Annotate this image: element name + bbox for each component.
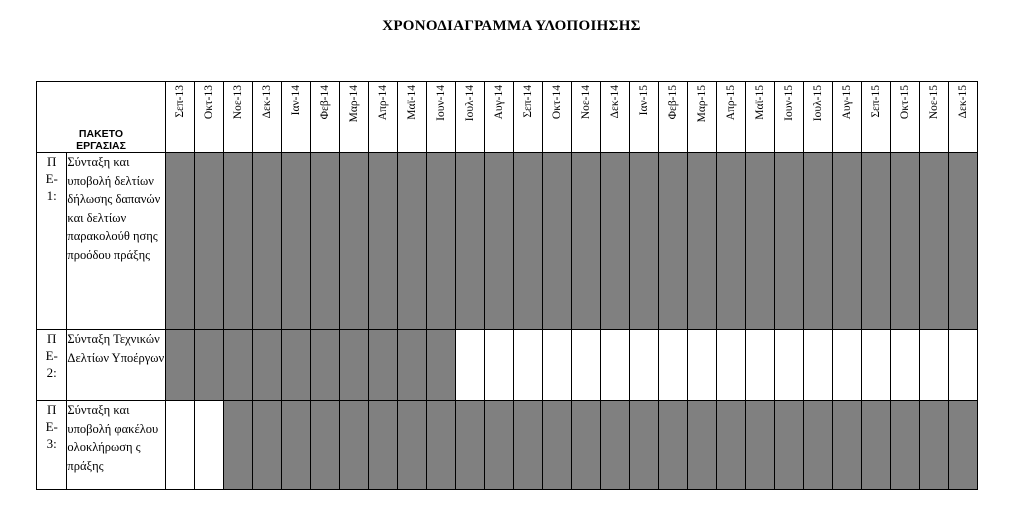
schedule-cell-active — [369, 153, 398, 330]
work-package-row — [37, 401, 978, 490]
month-label: Μαρ-15 — [696, 85, 708, 123]
schedule-cell-inactive — [543, 330, 572, 401]
schedule-cell-active — [688, 153, 717, 330]
schedule-cell-active — [543, 153, 572, 330]
month-label: Μαϊ-15 — [754, 85, 766, 120]
month-header — [485, 82, 514, 153]
month-label: Νοε-13 — [232, 85, 244, 120]
schedule-cell-active — [311, 401, 340, 490]
month-label: Οκτ-15 — [899, 85, 911, 120]
month-label: Ιουν-14 — [435, 85, 447, 121]
month-label: Ιαν-15 — [638, 85, 650, 116]
schedule-cell-active — [369, 401, 398, 490]
work-package-description: Σύνταξη και υποβολή φακέλου ολοκλήρωση ς πράξης — [67, 401, 166, 490]
schedule-cell-active — [688, 401, 717, 490]
schedule-cell-inactive — [572, 330, 601, 401]
schedule-cell-inactive — [920, 330, 949, 401]
schedule-cell-active — [862, 153, 891, 330]
schedule-cell-inactive — [717, 330, 746, 401]
month-header — [775, 82, 804, 153]
schedule-cell-active — [514, 153, 543, 330]
schedule-cell-inactive — [485, 330, 514, 401]
month-header — [514, 82, 543, 153]
work-package-code-line: Ε- — [45, 348, 58, 363]
month-header — [195, 82, 224, 153]
month-header — [804, 82, 833, 153]
schedule-cell-active — [920, 401, 949, 490]
header-row — [37, 82, 978, 153]
month-label: Φεβ-15 — [667, 85, 679, 120]
schedule-cell-active — [746, 153, 775, 330]
schedule-cell-active — [717, 153, 746, 330]
month-label: Νοε-14 — [580, 85, 592, 120]
month-label: Αυγ-15 — [841, 85, 853, 120]
work-package-header-line2: ΕΡΓΑΣΙΑΣ — [76, 140, 126, 152]
schedule-cell-active — [456, 153, 485, 330]
schedule-cell-active — [253, 401, 282, 490]
schedule-cell-inactive — [659, 330, 688, 401]
schedule-cell-active — [746, 401, 775, 490]
month-header — [311, 82, 340, 153]
schedule-cell-active — [398, 401, 427, 490]
month-label: Ιουν-15 — [783, 85, 795, 121]
work-package-code-line: Π — [47, 402, 57, 417]
schedule-cell-active — [891, 401, 920, 490]
schedule-cell-active — [253, 330, 282, 401]
month-header — [688, 82, 717, 153]
month-header — [543, 82, 572, 153]
work-package-row — [37, 153, 978, 330]
month-header — [601, 82, 630, 153]
month-label: Απρ-14 — [377, 85, 389, 121]
schedule-cell-inactive — [195, 401, 224, 490]
schedule-cell-inactive — [775, 330, 804, 401]
month-label: Σεπ-13 — [174, 85, 186, 118]
schedule-cell-active — [949, 401, 978, 490]
month-header — [920, 82, 949, 153]
month-header — [340, 82, 369, 153]
work-package-code — [37, 153, 67, 330]
work-package-code — [37, 401, 67, 490]
schedule-cell-active — [630, 401, 659, 490]
work-package-code-line: 1: — [46, 188, 57, 203]
month-header — [833, 82, 862, 153]
schedule-cell-active — [427, 153, 456, 330]
work-package-header — [37, 82, 166, 153]
schedule-cell-active — [775, 153, 804, 330]
schedule-cell-inactive — [166, 401, 195, 490]
month-label: Νοε-15 — [928, 85, 940, 120]
month-label: Ιαν-14 — [290, 85, 302, 116]
schedule-cell-active — [572, 401, 601, 490]
schedule-cell-inactive — [456, 330, 485, 401]
month-label: Δεκ-13 — [261, 85, 273, 119]
schedule-cell-active — [340, 330, 369, 401]
schedule-cell-active — [833, 401, 862, 490]
schedule-cell-inactive — [862, 330, 891, 401]
work-package-header-line1: ΠΑΚΕΤΟ — [78, 128, 124, 140]
schedule-cell-active — [282, 153, 311, 330]
work-package-code — [37, 330, 67, 401]
schedule-cell-active — [253, 153, 282, 330]
month-label: Οκτ-13 — [203, 85, 215, 120]
schedule-cell-active — [311, 330, 340, 401]
month-header — [253, 82, 282, 153]
schedule-cell-active — [166, 153, 195, 330]
schedule-cell-active — [543, 401, 572, 490]
schedule-cell-active — [601, 153, 630, 330]
schedule-cell-active — [224, 330, 253, 401]
schedule-cell-inactive — [630, 330, 659, 401]
month-header — [427, 82, 456, 153]
schedule-cell-active — [195, 153, 224, 330]
schedule-cell-active — [398, 330, 427, 401]
work-package-code-line: Π — [47, 331, 57, 346]
work-package-code-line: 3: — [46, 436, 57, 451]
month-header — [630, 82, 659, 153]
schedule-cell-active — [224, 401, 253, 490]
schedule-cell-active — [833, 153, 862, 330]
schedule-cell-active — [775, 401, 804, 490]
work-package-code-line: Ε- — [45, 419, 58, 434]
work-package-row — [37, 330, 978, 401]
gantt-table — [36, 81, 978, 490]
schedule-cell-active — [659, 153, 688, 330]
work-package-description: Σύνταξη Τεχνικών Δελτίων Υποέργων — [67, 330, 166, 401]
month-header — [746, 82, 775, 153]
schedule-cell-active — [572, 153, 601, 330]
schedule-cell-active — [427, 330, 456, 401]
month-header — [659, 82, 688, 153]
schedule-cell-active — [630, 153, 659, 330]
schedule-cell-active — [195, 330, 224, 401]
schedule-cell-active — [485, 153, 514, 330]
month-label: Δεκ-15 — [957, 85, 969, 119]
month-label: Φεβ-14 — [319, 85, 331, 120]
chart-title: ΧΡΟΝΟΔΙΑΓΡΑΜΜΑ ΥΛΟΠΟΙΗΣΗΣ — [382, 18, 641, 34]
month-header — [891, 82, 920, 153]
month-label: Ιουλ-14 — [464, 85, 476, 122]
month-label: Ιουλ-15 — [812, 85, 824, 122]
schedule-cell-inactive — [949, 330, 978, 401]
month-label: Σεπ-15 — [870, 85, 882, 118]
schedule-cell-inactive — [688, 330, 717, 401]
month-header — [949, 82, 978, 153]
month-header — [398, 82, 427, 153]
schedule-cell-active — [485, 401, 514, 490]
month-header — [717, 82, 746, 153]
schedule-cell-active — [282, 401, 311, 490]
month-header — [572, 82, 601, 153]
month-header — [224, 82, 253, 153]
schedule-cell-active — [891, 153, 920, 330]
month-header — [456, 82, 485, 153]
month-header — [369, 82, 398, 153]
month-header — [862, 82, 891, 153]
schedule-cell-active — [282, 330, 311, 401]
schedule-cell-active — [659, 401, 688, 490]
schedule-cell-inactive — [891, 330, 920, 401]
month-label: Σεπ-14 — [522, 85, 534, 118]
month-label: Απρ-15 — [725, 85, 737, 121]
work-package-description: Σύνταξη και υποβολή δελτίων δήλωσης δαπανών και δελτίων παρακολούθ ησης προόδου πράξης — [67, 153, 166, 330]
schedule-cell-inactive — [514, 330, 543, 401]
schedule-cell-active — [456, 401, 485, 490]
month-label: Μαϊ-14 — [406, 85, 418, 120]
month-label: Δεκ-14 — [609, 85, 621, 119]
schedule-cell-active — [862, 401, 891, 490]
schedule-cell-inactive — [833, 330, 862, 401]
work-package-code-line: Π — [47, 154, 57, 169]
schedule-cell-active — [340, 401, 369, 490]
schedule-cell-active — [166, 330, 195, 401]
schedule-cell-active — [804, 153, 833, 330]
schedule-cell-active — [920, 153, 949, 330]
schedule-cell-active — [717, 401, 746, 490]
schedule-cell-active — [311, 153, 340, 330]
schedule-cell-active — [514, 401, 543, 490]
month-label: Μαρ-14 — [348, 85, 360, 123]
schedule-cell-inactive — [804, 330, 833, 401]
work-package-code-line: Ε- — [45, 171, 58, 186]
work-package-code-line: 2: — [46, 365, 57, 380]
month-header — [282, 82, 311, 153]
schedule-cell-inactive — [746, 330, 775, 401]
schedule-cell-active — [398, 153, 427, 330]
schedule-cell-active — [369, 330, 398, 401]
month-header — [166, 82, 195, 153]
schedule-cell-active — [804, 401, 833, 490]
month-label: Αυγ-14 — [493, 85, 505, 120]
schedule-cell-active — [340, 153, 369, 330]
schedule-cell-active — [601, 401, 630, 490]
schedule-cell-active — [949, 153, 978, 330]
schedule-cell-active — [427, 401, 456, 490]
schedule-cell-active — [224, 153, 253, 330]
month-label: Οκτ-14 — [551, 85, 563, 120]
schedule-cell-inactive — [601, 330, 630, 401]
